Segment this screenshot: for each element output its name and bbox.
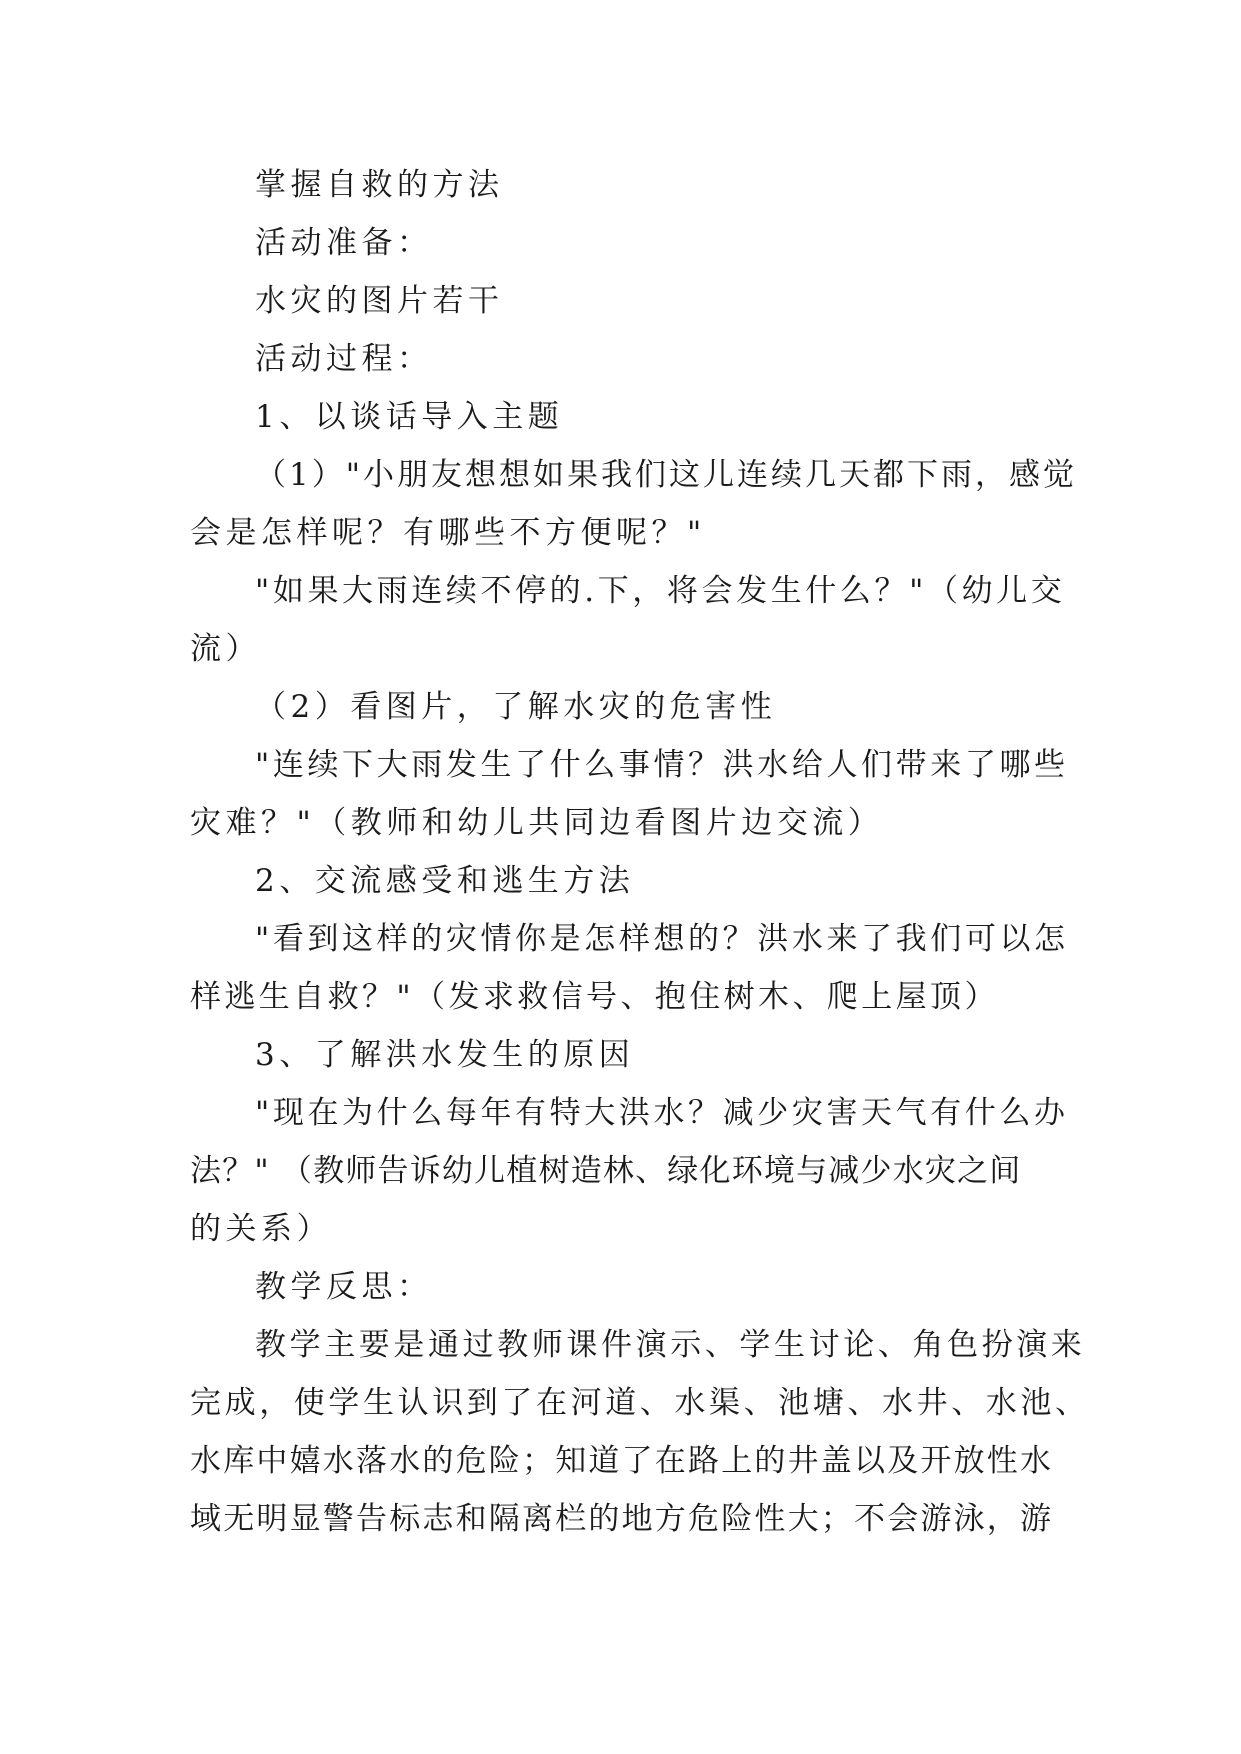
section-heading: 活动过程： [255,341,433,377]
text-line: 法？" （教师告诉幼儿植树造林、绿化环境与减少水灾之间 [190,1153,1022,1189]
text-line: "现在为什么每年有特大洪水？减少灾害天气有什么办 [255,1095,1069,1131]
text-line: "连续下大雨发生了什么事情？洪水给人们带来了哪些 [255,747,1069,783]
text-line: 域无明显警告标志和隔离栏的地方危险性大；不会游泳，游 [190,1501,1054,1537]
text-line: 完成，使学生认识到了在河道、水渠、池塘、水井、水池、 [190,1385,1090,1421]
text-line: 教学主要是通过教师课件演示、学生讨论、角色扮演来 [255,1327,1086,1363]
text-line: 的关系） [190,1211,332,1247]
text-line: 水库中嬉水落水的危险；知道了在路上的井盖以及开放性水 [190,1443,1054,1479]
section-heading: 活动准备： [255,225,433,261]
text-line: 会是怎样呢？有哪些不方便呢？" [190,515,706,551]
text-line: 流） [190,631,261,667]
text-line: 灾难？"（教师和幼儿共同边看图片边交流） [190,805,884,841]
text-line: "如果大雨连续不停的.下，将会发生什么？"（幼儿交 [255,573,1066,609]
text-line: 样逃生自救？"（发求救信号、抱住树木、爬上屋顶） [190,979,999,1015]
step-heading: 1、以谈话导入主题 [255,399,564,435]
text-line: （1）"小朋友想想如果我们这儿连续几天都下雨，感觉 [255,457,1077,493]
text-line: 水灾的图片若干 [255,283,504,319]
text-line: （2）看图片，了解水灾的危害性 [255,689,777,725]
section-heading: 教学反思： [255,1269,433,1305]
text-line: 掌握自救的方法 [255,167,504,203]
step-heading: 2、交流感受和逃生方法 [255,863,635,899]
step-heading: 3、了解洪水发生的原因 [255,1037,635,1073]
text-line: "看到这样的灾情你是怎样想的？洪水来了我们可以怎 [255,921,1069,957]
